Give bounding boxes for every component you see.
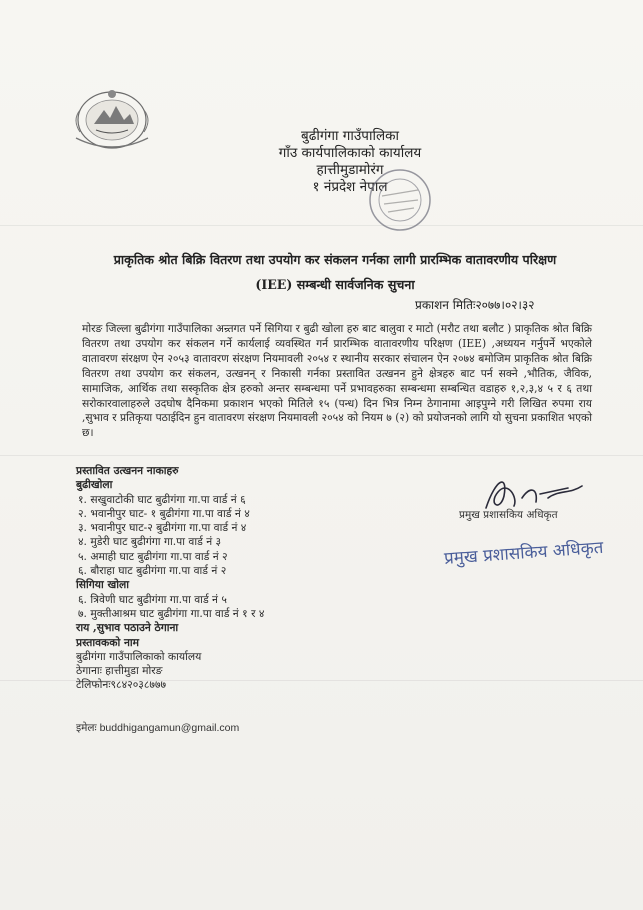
proposer-label: प्रस्तावकको नाम	[76, 635, 140, 649]
list-item: ४. मुडेरी घाट बुढीगंगा गा.पा वार्ड नं ३	[78, 535, 222, 549]
proposed-heading: प्रस्तावित उत्खनन नाकाहरु	[76, 464, 179, 477]
list-item: ५. अमाही घाट बुढीगंगा गा.पा वार्ड नं २	[78, 549, 228, 563]
office-location: हात्तीमुडामोरंग	[316, 162, 384, 178]
publication-date: प्रकाशन मितिः२०७७।०२।३२	[415, 298, 535, 312]
office-name: बुढीगंगा गाउँपालिका	[301, 128, 399, 144]
contact-office: बुढीगंगा गाउँपालिकाको कार्यालय	[76, 649, 202, 663]
contact-address: ठेगानाः हात्तीमुडा मोरङ	[76, 664, 163, 678]
signatory-title: प्रमुख प्रशासकिय अधिकृत	[459, 509, 558, 521]
paper-fold-line	[0, 455, 643, 456]
nepal-emblem-icon	[66, 80, 158, 158]
list-item: ७. मुक्तीआश्रम घाट बुढीगंगा गा.पा वार्ड नं १ र ४	[78, 606, 265, 620]
proposed-sites	[76, 464, 376, 693]
notice-body: मोरङ जिल्ला बुढीगंगा गाउँपालिका अन्र्तगत पर्ने सिगिया र बुढी खोला हरु बाट बालुवा र माटो (मरौट तथा बलौट ) प्राकृतिक श्रोत बिक्रि वितरण तथा उपयोग कर संकलन गर्ने कार्यलाई व्यवस्थित गर्न प्रारम्भिक वातावरणीय परिक्षण (IEE) ,अध्ययन गर्नुपर्ने भएकोले वातावरण संरक्षण ऐन २०५३ वातावरण संरक्षण नियमावली २०५४ र स्थानीय सरकार संचालन ऐन २०७४ बमोजिम प्राकृतिक श्रोत बिक्रि वितरण तथा उपयोग कर संकलन, उत्खनन् र निकासी गर्नका प्रस्तावित उत्खनन हुने क्षेत्रहरु बाट पर्न सक्ने ,भौतिक, जैविक, सामाजिक, आर्थिक तथा सस्कृतिक क्षेत्र हरुको अन्तर सम्बन्धमा पर्ने प्रभावहरुका सम्बन्धमा सम्बन्धित वडाहरु १,२,३,४ ५ र ६ तथा सरोकारवालाहरुले उदघोष दैनिकमा प्रकाशन भएको मितिले १५ (पन्ध) दिन भित्र निम्न ठेगानामा आइपुग्ने गरी लिखित रुपमा राय ,सुभाव र प्रतिकृया पठाईदिन हुन वातावरण संरक्षण नियमावली २०५४ को नियम ७ (२) को प्रयोजनको लागि यो सुचना प्रकाशित भएको छ।	[82, 322, 592, 440]
paper-fold-line	[0, 225, 643, 226]
office-type: गाँउ कार्यपालिकाको कार्यालय	[278, 145, 422, 161]
list-item: ६. बौराहा घाट बुढीगंगा गा.पा वार्ड नं २	[78, 564, 227, 578]
contact-phone: टेलिफोनः९८४२०३८७७७	[76, 678, 167, 692]
office-seal-stamp-icon	[360, 160, 440, 240]
contact-email: इमेलः buddhigangamun@gmail.com	[76, 722, 240, 734]
list-item: ६. त्रिवेणी घाट बुढीगंगा गा.पा वार्ड नं ५	[78, 592, 227, 606]
list-item: ३. भवानीपुर घाट-२ बुढीगंगा गा.पा वार्ड नं ४	[78, 521, 247, 535]
list-item: १. सखुवाटोकी घाट बुढीगंगा गा.पा वार्ड नं ६	[78, 492, 246, 506]
river-2-name: सिगिया खोला	[76, 578, 129, 592]
river-1-name: बुढीखोला	[76, 478, 113, 492]
contact-heading: राय ,सुभाव पठाउने ठेगाना	[76, 621, 179, 635]
official-title-stamp: प्रमुख प्रशासकिय अधिकृत	[443, 537, 605, 569]
notice-title-line1: प्राकृतिक श्रोत बिक्रि वितरण तथा उपयोग कर संकलन गर्नका लागी प्रारम्भिक वातावरणीय परिक्षण	[113, 252, 557, 267]
notice-title	[60, 247, 610, 297]
office-province: १ नंप्रदेश नेपाल	[312, 179, 388, 195]
list-item: २. भवानीपुर घाट- १ बुढीगंगा गा.पा वार्ड नं ४	[78, 506, 250, 520]
notice-title-line2: (IEE) सम्बन्धी सार्वजनिक सुचना	[255, 277, 415, 292]
